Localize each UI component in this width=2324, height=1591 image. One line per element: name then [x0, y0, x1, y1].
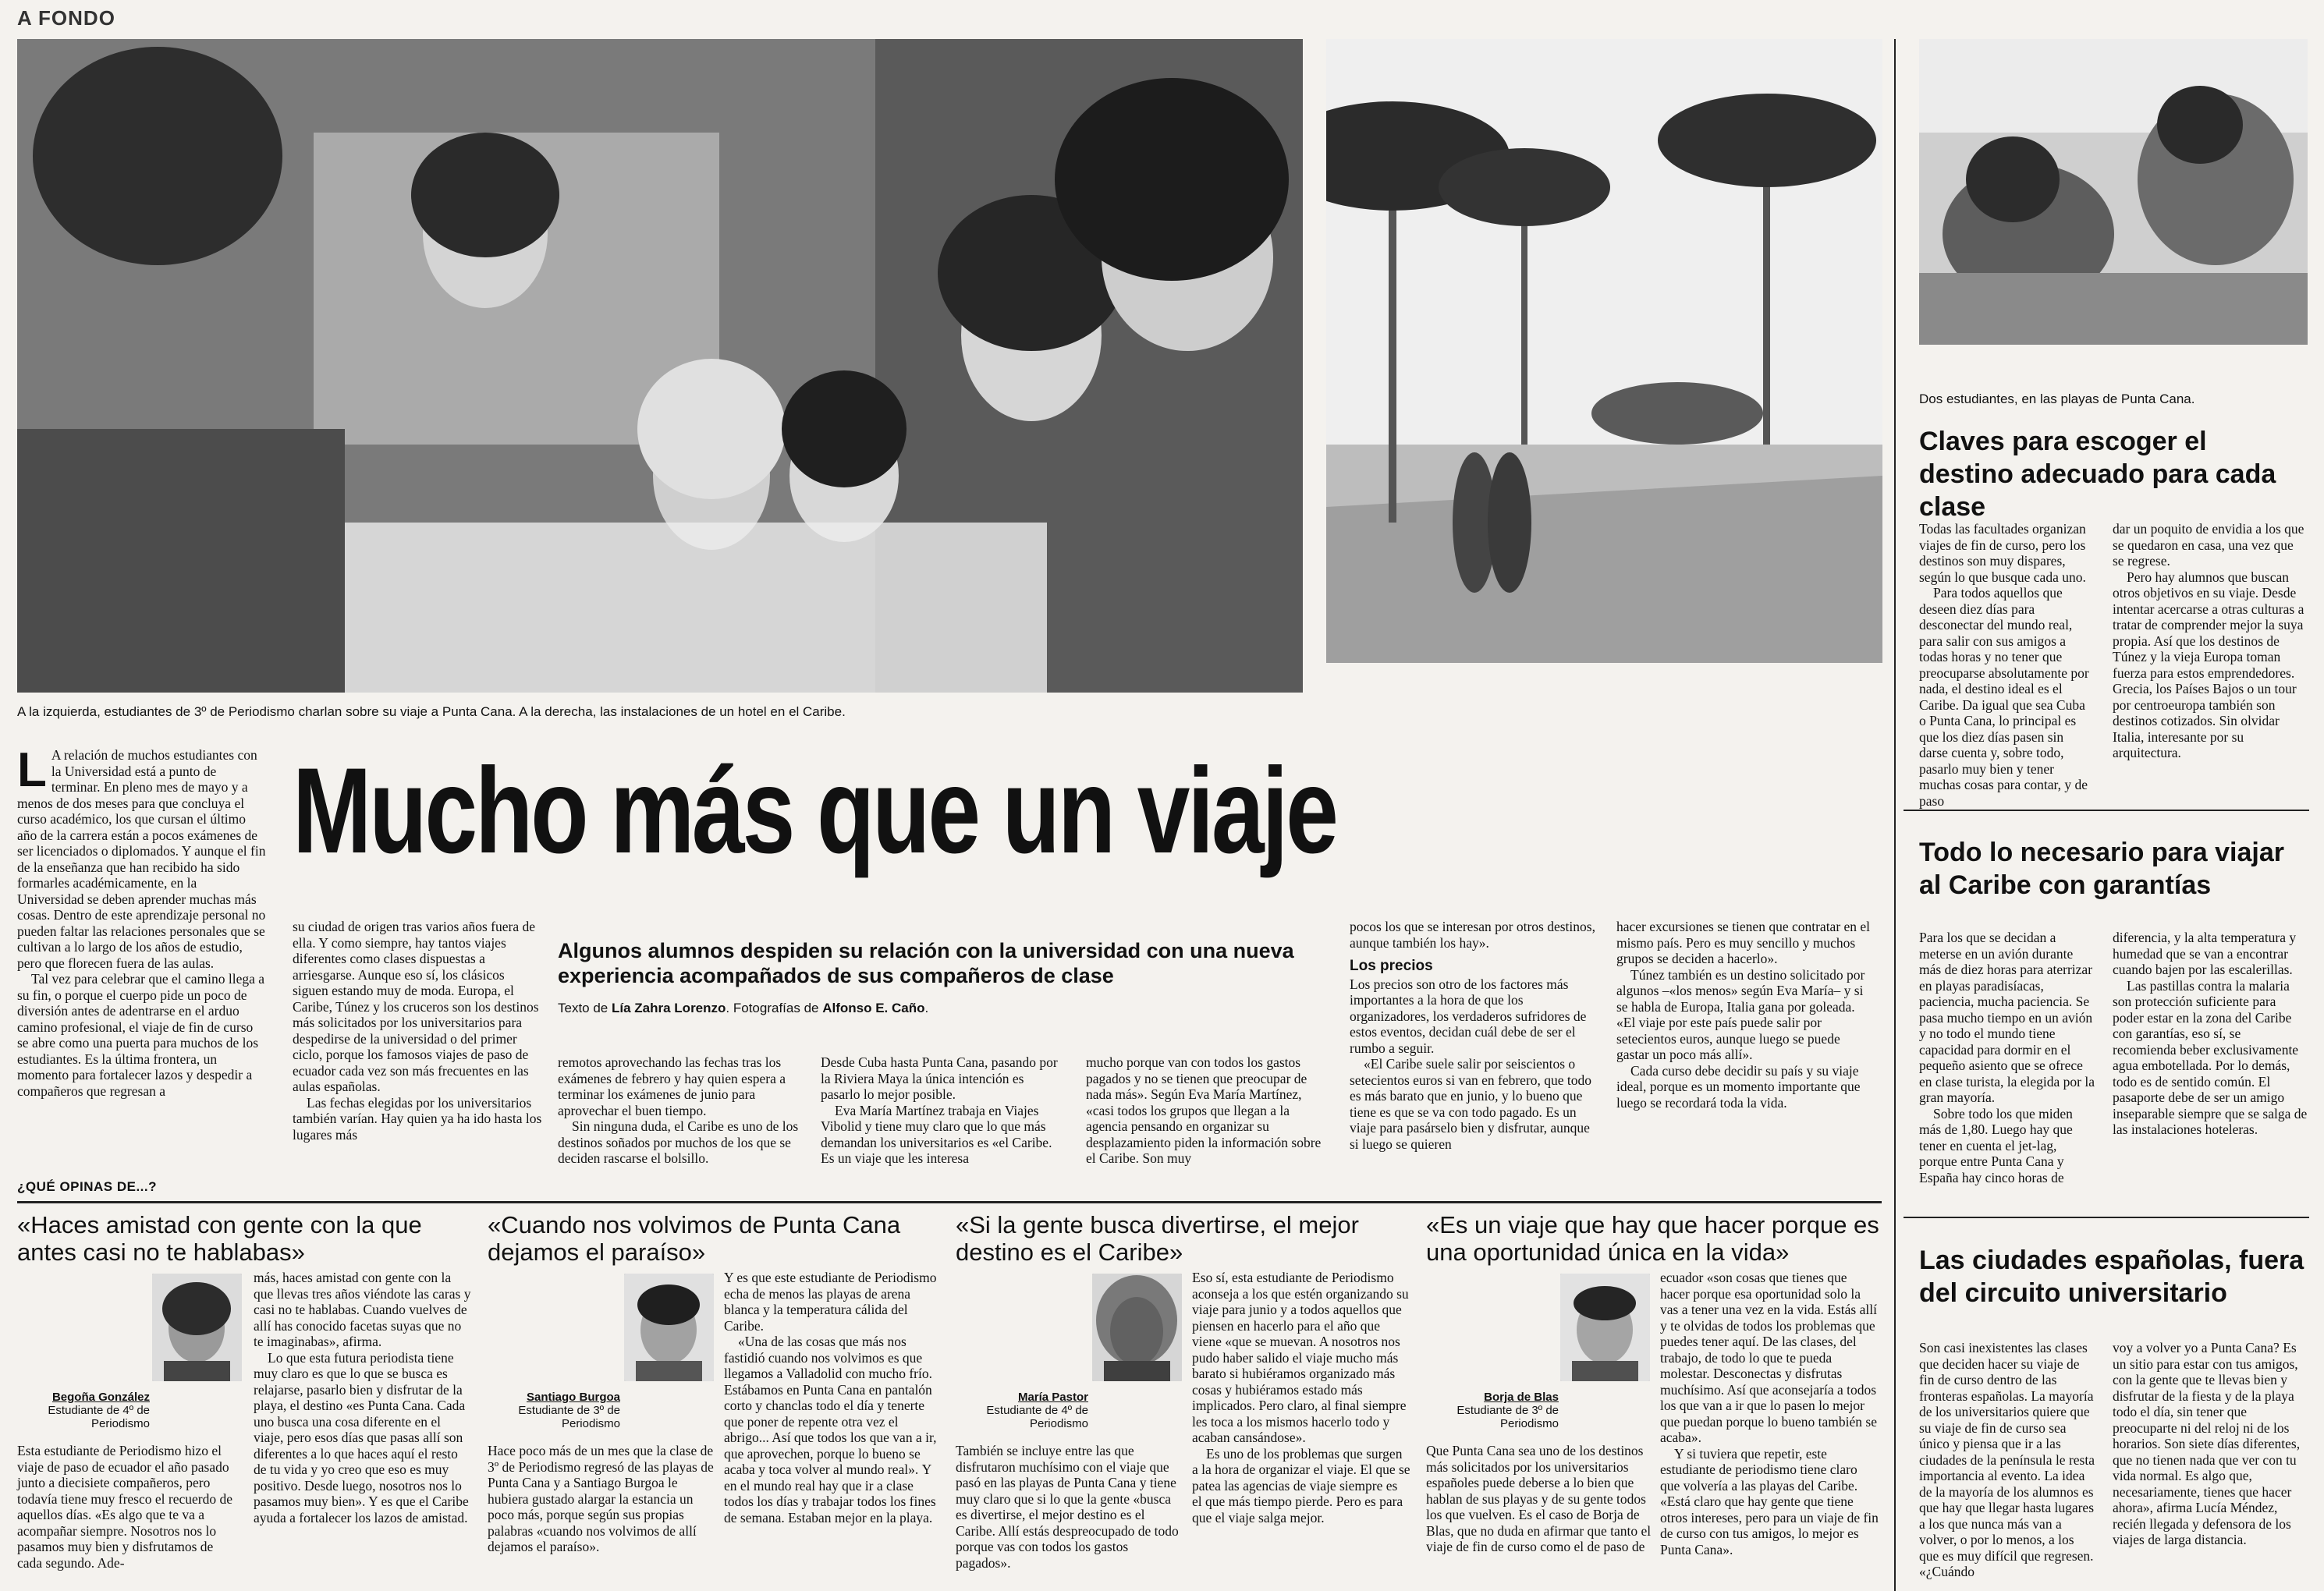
- article-col-5: [1086, 1054, 1328, 1167]
- opinion-3-quote: «Si la gente busca divertirse, el mejor destino es el Caribe»: [956, 1211, 1359, 1266]
- opinion-2-portrait: [624, 1274, 714, 1381]
- article-col-7: [1616, 919, 1874, 1111]
- opinion-2-person: [488, 1391, 620, 1430]
- article-col-4-p2: Eva María Martínez trabaja en Viajes Vibolid y tiene muy claro que lo que más demandan los universitarios es «el Caribe. Es un viaje que les interesa: [821, 1102, 1052, 1166]
- opinion-2-text-below-p1: Hace poco más de un mes que la clase de 3º de Periodismo regresó de las playas de Punta Cana y a Santiago Burgoa le hubiera gustado alargar la estancia un poco más, porque según sus propias palabras «cuando nos volvimos de allí dejamos el paraíso».: [488, 1443, 714, 1554]
- beach-students-photo: [1919, 39, 2308, 345]
- opinion-2-role: Estudiante de 3º de Periodismo: [518, 1404, 620, 1430]
- opinion-4-role: Estudiante de 3º de Periodismo: [1456, 1404, 1559, 1430]
- opinion-1-text-right-p1: más, haces amistad con gente con la que llevas tres años viéndote las caras y casi no te hablabas. Cuando vuelves de allí has conocido facetas suyas que no te imaginabas», afirma.: [254, 1270, 471, 1349]
- opinion-2-text-right: [724, 1270, 942, 1525]
- opinion-3-person: [956, 1391, 1088, 1430]
- main-photo-caption: A la izquierda, estudiantes de 3º de Periodismo charlan sobre su viaje a Punta Cana. A la derecha, las instalaciones de un hotel en el Caribe.: [17, 704, 846, 719]
- sidebar2-col-b-p1: diferencia, y la alta temperatura y humedad que se van a encontrar cuando bajen por las escalerillas.: [2113, 930, 2297, 977]
- byline: [558, 1001, 1307, 1016]
- article-col-6-p2: Los precios son otro de los factores más importantes a la hora de que los organizadores, los verdaderos sufridores de estos eventos, decidan cuál debe de ser el rumbo a seguir.: [1350, 976, 1587, 1056]
- sidebar1-title: Claves para escoger el destino adecuado para cada clase: [1919, 427, 2276, 522]
- article-col-3-p1: remotos aprovechando las fechas tras los exámenes de febrero y hay quien espera a terminar los exámenes de junio para aprovechar el buen tiempo.: [558, 1054, 786, 1118]
- article-col-4: [821, 1054, 1066, 1167]
- opinion-4-name: Borja de Blas: [1484, 1391, 1559, 1404]
- opinion-2-quote: «Cuando nos volvimos de Punta Cana dejamos el paraíso»: [488, 1211, 901, 1266]
- sidebar2-col-b-p2: Las pastillas contra la malaria son protección suficiente para poder estar en la zona del Caribe con garantías, eso sí, se recomienda beber exclusivamente agua embotellada. Por lo demás, todo es de sentido común. El pasaporte debe de ser un amigo inseparable siempre que se salga de las instalaciones hoteleras.: [2113, 977, 2308, 1137]
- opinions-rule: [17, 1201, 1882, 1203]
- sidebar3-col-b: [2113, 1340, 2308, 1548]
- portrait-1-illustration: [152, 1274, 242, 1381]
- article-col-3: [558, 1054, 800, 1167]
- opinion-3-text-right-p1: Eso sí, esta estudiante de Periodismo aconseja a los que estén organizando su viaje para junio y a todos aquellos que piensen en hacerlo para el año que viene «que se muevan. A nosotros nos pudo haber salido el viaje mucho más barato si hubiéramos organizado más cosas y hubiéramos estado más implicados. Pero claro, al final siempre les toca a los mismos hacerlo todo y acaban cansándose».: [1192, 1270, 1409, 1445]
- sidebar2-col-b: [2113, 930, 2308, 1138]
- opinion-1-role: Estudiante de 4º de Periodismo: [48, 1404, 150, 1430]
- portrait-2-illustration: [624, 1274, 714, 1381]
- section-label: A FONDO: [17, 6, 115, 30]
- hotel-photo-illustration: [1326, 39, 1882, 663]
- sidebar1-col-a-p2: Para todos aquellos que deseen diez días para desconectar del mundo real, para salir con sus amigos a todas horas y no tener que preocuparse absolutamente por nada, el destino ideal es el Caribe. Da igual que sea Cuba o Punta Cana, lo principal es que los diez días pasen sin darse cuenta y, sobre todo, pasarlo muy bien y tener muchas cosas para contar, y de paso: [1919, 585, 2089, 809]
- sidebar1-col-a-p1: Todas las facultades organizan viajes de fin de curso, pero los destinos son muy dispares, según lo que busque cada uno.: [1919, 521, 2086, 585]
- article-col-6-p1: pocos los que se interesan por otros destinos, aunque también los hay».: [1350, 919, 1595, 951]
- opinion-4-text-below: [1426, 1443, 1652, 1555]
- opinion-4-quote: «Es un viaje que hay que hacer porque es una oportunidad única en la vida»: [1426, 1211, 1879, 1266]
- sidebar3-col-a-p1: Son casi inexistentes las clases que deciden hacer su viaje de fin de curso dentro de las fronteras españolas. La mayoría de los universitarios quiere que su viaje de fin de curso sea único y piensa que ir a las ciudades de la península le resta importancia al evento. La idea de la mayoría de los alumnos es que hay que llegar hasta lugares a los que nunca más van a volver, o por lo menos, a los que es muy difícil que regresen. «¿Cuándo: [1919, 1340, 2095, 1579]
- sidebar3-title: Las ciudades españolas, fuera del circuito universitario: [1919, 1246, 2304, 1308]
- opinion-1-portrait: [152, 1274, 242, 1381]
- article-col-2-p1: su ciudad de origen tras varios años fuera de ella. Y como siempre, hay tantos viajes diferentes como clases dispuestas a arriesgarse. Aunque eso sí, los clásicos siguen estando muy de moda. Europa, el Caribe, Túnez y los cruceros son los destinos más solicitados por los universitarios para despedirse de la universidad o del primer ciclo, porque los famosos viajes de paso de ecuador cada vez son más frecuentes en las aulas españolas.: [293, 919, 539, 1094]
- article-col-1-p2: Tal vez para celebrar que el camino llega a su fin, o porque el cuerpo pide un poco de diversión antes de adentrarse en el arduo camino profesional, el viaje de fin de curso se abre como una puerta para muchos de los estudiantes. Es la última frontera, un momento para fortalecer lazos y despedir a compañeros que regresan a: [17, 971, 265, 1099]
- article-col-1-p1: A relación de muchos estudiantes con la Universidad está a punto de terminar. En pleno mes de mayo y a menos de dos meses para que concluya el curso académico, los que cursan el último año de la carrera están a pocos exámenes de ser licenciados o diplomados. Y aunque el fin de la enseñanza que han recibido ha sido formarles académicamente, en la Universidad se deben aprender muchas más cosas. Dentro de este aprendizaje personal no pueden faltar las relaciones personales que se cultivan a lo largo de los años de estudio, pero que florecen fuera de las aulas.: [17, 747, 266, 971]
- byline-author: Lía Zahra Lorenzo: [612, 1001, 726, 1015]
- article-col-7-p2: Túnez también es un destino solicitado por algunos –«los menos» según Eva María– y si se habla de Europa, Italia gana por goleada. «El viaje por este país puede salir por setecientos euros, aunque luego se puede gastar un poco más allí».: [1616, 966, 1865, 1062]
- opinion-4-text-right: [1660, 1270, 1879, 1557]
- sidebar3-col-b-p1: voy a volver yo a Punta Cana? Es un sitio para estar con tus amigos, con la gente que te llevas bien y disfrutar de la fiesta y de la playa todo el día, sin tener que preocuparte ni del reloj ni de los horarios. Son siete días diferentes, que no tienen nada que ver con tu vida normal. Es algo que, necesariamente, tienes que hacer ahora», afirma Lucía Méndez, recién llegada y defensora de los viajes de larga distancia.: [2113, 1340, 2301, 1547]
- article-col-3-p2: Sin ninguna duda, el Caribe es uno de los destinos soñados por muchos de los que se deciden rascarse el bolsillo.: [558, 1118, 799, 1166]
- beach-students-photo-illustration: [1919, 39, 2308, 345]
- opinion-4-text-right-p1: ecuador «son cosas que tienes que hacer porque esa oportunidad solo la vas a tener una vez en la vida. Estás allí y te olvidas de todos los problemas que puedes tener aquí. De las clases, del trabajo, de todo lo que te pueda molestar. Desconectas y disfrutas muchísimo. Así que aconsejaría a todos los que van a ir que lo pasen lo mejor que puedan porque lo bueno también se acaba».: [1660, 1270, 1877, 1445]
- byline-prefix: Texto de: [558, 1001, 612, 1015]
- sidebar2-title: Todo lo necesario para viajar al Caribe con garantías: [1919, 838, 2284, 900]
- sidebar1-col-b-p1: dar un poquito de envidia a los que se quedaron en casa, una vez que se regrese.: [2113, 521, 2304, 569]
- sidebar2-col-a-p2: Sobre todo los que miden más de 1,80. Luego hay que tener en cuenta el jet-lag, porque entre Punta Cana y España hay cinco horas de: [1919, 1105, 2073, 1185]
- opinion-2-text-right-p2: «Una de las cosas que más nos fastidió cuando nos volvimos es que llegamos a Valladolid con mucho frío. Estábamos en Punta Cana en pantalón corto y chanclas todo el día y tenerte que poner de repente otra vez el abrigo... Así que todos los que van a ir, que aprovechen, porque lo bueno se acaba y toca volver al mundo real». Y en el mundo real hay que ir a clase todos los días y trabajar todos los fines de semana. Estaban mejor en la playa.: [724, 1334, 937, 1525]
- hotel-photo: [1326, 39, 1882, 663]
- opinion-3-text-right: [1192, 1270, 1410, 1525]
- article-col-6: [1350, 919, 1599, 1152]
- sidebar2-col-a-p1: Para los que se decidan a meterse en un avión durante más de diez horas para aterrizar en playas paradisíacas, paciencia, mucha paciencia. Se pasa mucho tiempo en un avión y no todo el mundo tiene capacidad para dormir en el pequeño asiento que se ofrece en clase turista, la elegida por la gran mayoría.: [1919, 930, 2095, 1105]
- side-photo-caption: Dos estudiantes, en las playas de Punta Cana.: [1919, 392, 2195, 406]
- opinion-4-text-below-p1: Que Punta Cana sea uno de los destinos más solicitados por los universitarios españoles puede deberse a lo bien que hablan de sus playas y de su gente todos los que vuelven. Es el caso de Borja de Blas, que no duda en afirmar que tanto el viaje de fin de curso como el de paso de: [1426, 1443, 1652, 1554]
- article-col-5-p1: mucho porque van con todos los gastos pagados y no se tienen que preocupar de nada más». Según Eva María Martínez, «casi todos los grupos que llegan a la agencia pensando en organizar su desplazamiento piden la información sobre el Caribe. Son muy: [1086, 1054, 1322, 1166]
- opinion-4-person: [1426, 1391, 1559, 1430]
- opinion-3-text-right-p2: Es uno de los problemas que surgen a la hora de organizar el viaje. El que se patea las agencias de viaje siempre es el que más tiempo pierde. Pero es para que el viaje salga mejor.: [1192, 1445, 1410, 1525]
- sidebar2-col-a: [1919, 930, 2095, 1185]
- byline-photographer: Alfonso E. Caño: [822, 1001, 925, 1015]
- article-col-2-p2: Las fechas elegidas por los universitarios también varían. Hay quien ya ha ido hasta los lugares más: [293, 1094, 542, 1143]
- headline: Mucho más que un viaje: [293, 743, 1336, 879]
- deck: Algunos alumnos despiden su relación con la universidad con una nueva experiencia acompañados de sus compañeros de clase: [558, 939, 1294, 987]
- sidebar-rule-1: [1904, 810, 2309, 811]
- drop-cap: L: [17, 743, 47, 797]
- portrait-4-illustration: [1560, 1274, 1650, 1381]
- sidebar1-col-b: [2113, 521, 2308, 761]
- sidebar3-col-a: [1919, 1340, 2095, 1580]
- students-photo-illustration: [17, 39, 1303, 693]
- opinion-2-text-right-p1: Y es que este estudiante de Periodismo echa de menos las playas de arena blanca y la temperatura cálida del Caribe.: [724, 1270, 937, 1334]
- opinion-1-quote: «Haces amistad con gente con la que antes casi no te hablabas»: [17, 1211, 422, 1266]
- opinion-4-portrait: [1560, 1274, 1650, 1381]
- article-subhead: Los precios: [1350, 958, 1433, 974]
- opinion-1-text-right: [254, 1270, 472, 1525]
- opinion-4-text-right-p2: Y si tuviera que repetir, este estudiante de periodismo tiene claro que volvería a las playas del Caribe. «Está claro que hay gente que tiene otros intereses, pero para un viaje de fin de curso con tus amigos, lo mejor es Punta Cana».: [1660, 1445, 1879, 1557]
- opinion-2-text-below: [488, 1443, 714, 1555]
- article-col-7-p1: hacer excursiones se tienen que contratar en el mismo país. Pero es muy sencillo y muchos grupos se deciden a hacerlo».: [1616, 919, 1871, 966]
- article-col-6-p3: «El Caribe suele salir por seiscientos o setecientos euros si van en febrero, que todo es más barato que en junio, y lo bueno que tiene es que se va con todo pagado. Es un viaje para pasárselo bien y disfrutar, aunque si luego se quieren: [1350, 1056, 1592, 1152]
- opinion-1-text-below-p1: Esta estudiante de Periodismo hizo el viaje de paso de ecuador el año pasado junto a diecisiete compañeros, pero todavía tiene muy fresco el recuerdo de aquellos días. «Es algo que te va a acompañar siempre. Nosotros nos lo pasamos muy bien y disfrutamos de cada segundo. Ade-: [17, 1443, 232, 1571]
- sidebar-rule-2: [1904, 1217, 2309, 1218]
- sidebar1-col-b-p2: Pero hay alumnos que buscan otros objetivos en su viaje. Desde intentar acercarse a otras culturas a tratar de comprender mejor la suya propia. Así que los destinos de Túnez y la vieja Europa toman fuerza para estos emprendedores. Grecia, los Países Bajos o un tour por centroeuropa también son destinos cotizados. Sin olvidar Italia, interesante por su arquitectura.: [2113, 569, 2304, 760]
- article-col-4-p1: Desde Cuba hasta Punta Cana, pasando por la Riviera Maya la única intención es pasarlo lo mejor posible.: [821, 1054, 1058, 1102]
- opinion-1-text-right-p2: Lo que esta futura periodista tiene muy claro es que lo que se busca es relajarse, pasarlo bien y disfrutar de la playa, el destino «es Punta Cana. Cada uno busca una cosa diferente en el viaje, pero esos días que pasas allí son diferentes a lo que haces aquí el resto de tu vida y yo creo que eso es muy positivo. Desde luego, nosotros nos lo pasamos muy bien». Y es que el Caribe ayuda a fortalecer los lazos de amistad.: [254, 1349, 469, 1525]
- opinion-3-portrait: [1092, 1274, 1182, 1381]
- sidebar-divider: [1894, 39, 1896, 1591]
- article-col-7-p3: Cada curso debe decidir su país y su viaje ideal, porque es un momento importante que luego se recordará toda la vida.: [1616, 1062, 1861, 1111]
- opinions-label: ¿QUÉ OPINAS DE...?: [17, 1179, 165, 1195]
- opinion-1-name: Begoña González: [51, 1391, 150, 1404]
- students-photo: [17, 39, 1303, 693]
- opinion-3-role: Estudiante de 4º de Periodismo: [986, 1404, 1088, 1430]
- article-col-1: [17, 743, 267, 1099]
- portrait-3-illustration: [1092, 1274, 1182, 1381]
- opinion-1-person: [17, 1391, 150, 1430]
- opinion-3-text-below: [956, 1443, 1182, 1571]
- byline-mid: . Fotografías de: [726, 1001, 823, 1015]
- article-col-2: [293, 919, 542, 1143]
- sidebar1-col-a: [1919, 521, 2095, 809]
- opinion-1-text-below: [17, 1443, 239, 1571]
- opinion-2-name: Santiago Burgoa: [526, 1391, 620, 1404]
- byline-end: .: [924, 1001, 929, 1015]
- opinion-3-text-below-p1: También se incluye entre las que disfrutaron muchísimo con el viaje que pasó en las playas de Punta Cana y tiene muy claro que si lo que la gente «busca es divertirse, el mejor destino es el Caribe. Allí estás despreocupado de todo porque vas con todos los gastos pagados».: [956, 1443, 1179, 1571]
- opinion-3-name: María Pastor: [1017, 1391, 1088, 1404]
